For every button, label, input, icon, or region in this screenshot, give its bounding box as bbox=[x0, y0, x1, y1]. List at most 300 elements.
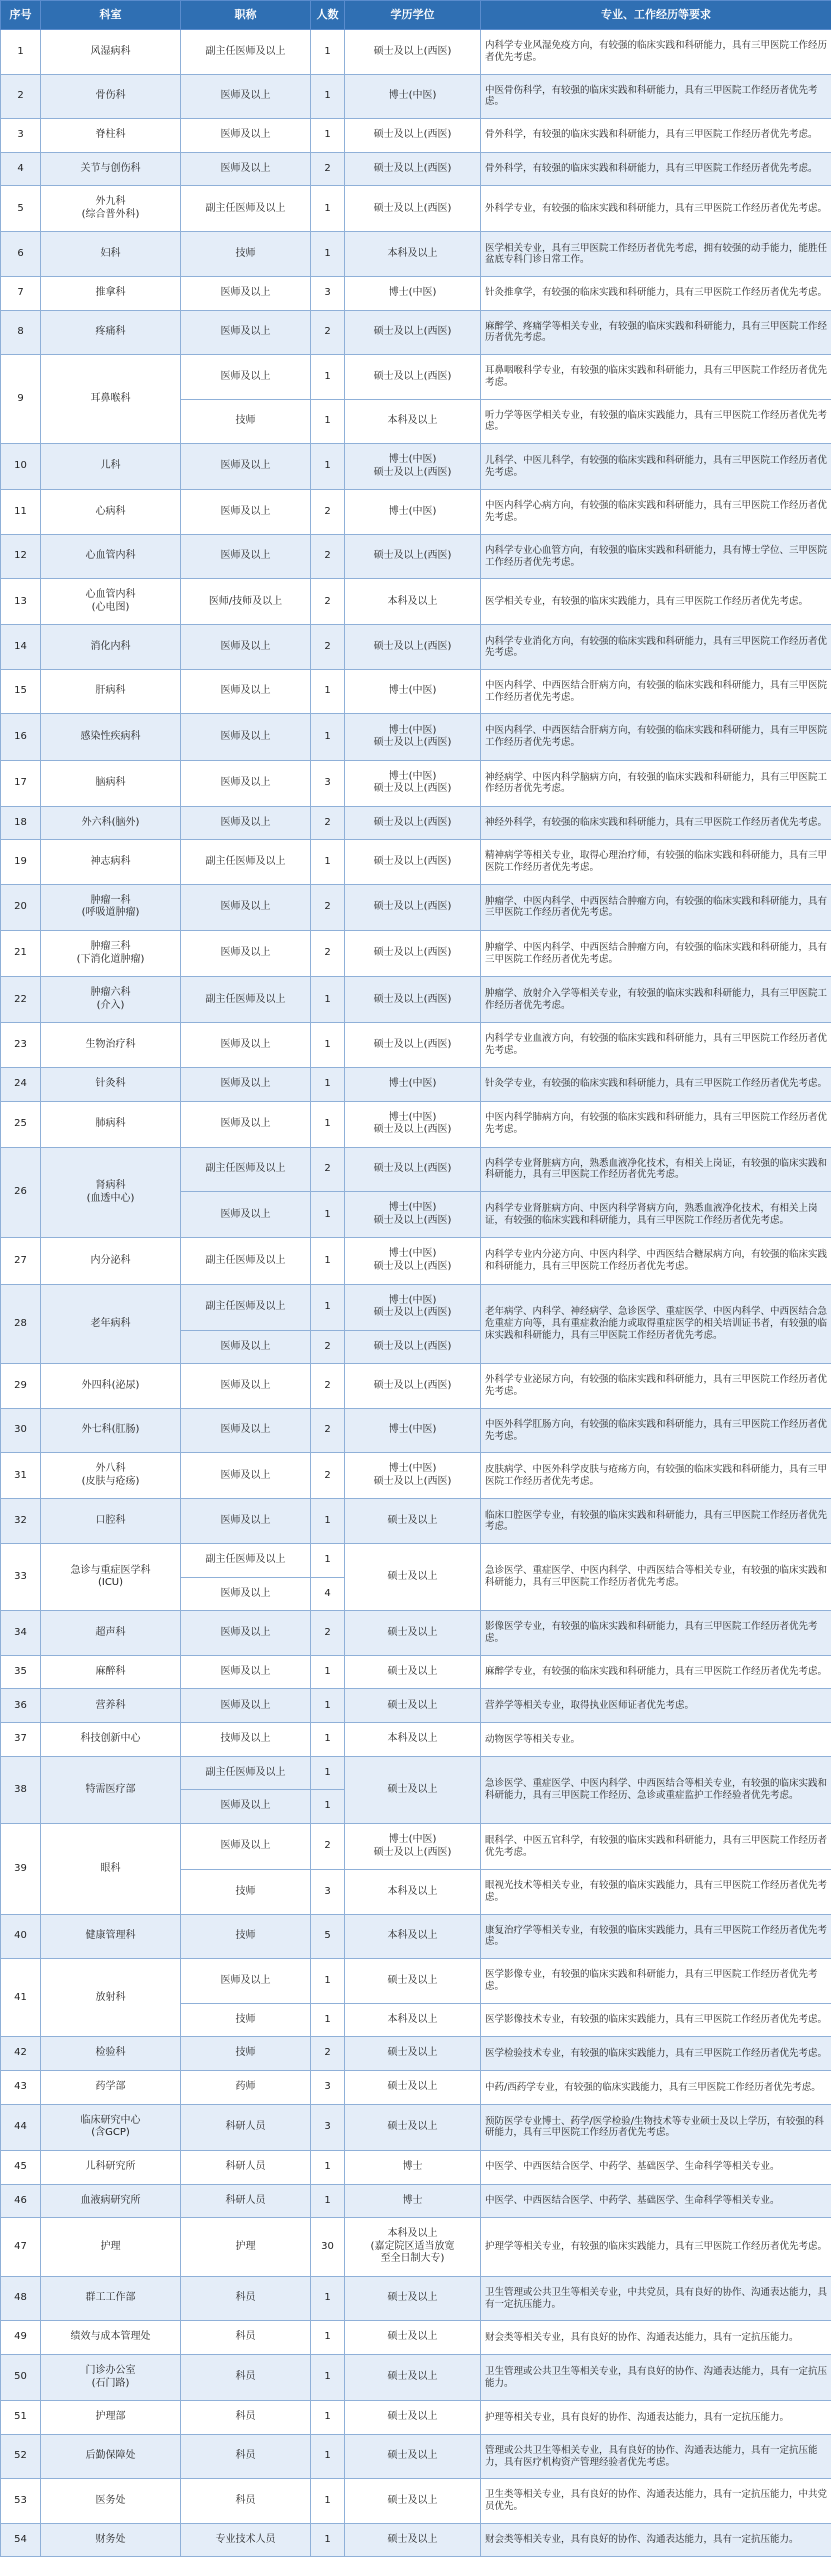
department-cell: 肿瘤一科 (呼吸道肿瘤) bbox=[41, 884, 181, 930]
count-cell: 1 bbox=[311, 2276, 345, 2321]
department-cell: 超声科 bbox=[41, 1611, 181, 1656]
education-cell: 本科及以上 bbox=[345, 1723, 481, 1757]
title-cell: 副主任医师及以上 bbox=[181, 186, 311, 232]
education-cell: 硕士及以上 bbox=[345, 2321, 481, 2355]
count-cell: 1 bbox=[311, 1023, 345, 1068]
row-number: 20 bbox=[1, 884, 41, 930]
row-number: 36 bbox=[1, 1689, 41, 1723]
table-row bbox=[1, 1756, 831, 1790]
department-cell: 护理部 bbox=[41, 2401, 181, 2435]
table-row bbox=[1, 1611, 831, 1656]
title-cell: 护理 bbox=[181, 2218, 311, 2277]
count-cell: 2 bbox=[311, 1611, 345, 1656]
title-cell: 医师及以上 bbox=[181, 1408, 311, 1453]
row-number: 31 bbox=[1, 1453, 41, 1499]
row-number: 40 bbox=[1, 1914, 41, 1959]
requirement-cell: 骨外科学，有较强的临床实践和科研能力，具有三甲医院工作经历者优先考虑。 bbox=[481, 152, 831, 186]
education-cell: 硕士及以上(西医) bbox=[345, 1364, 481, 1409]
table-row bbox=[1, 1914, 831, 1959]
department-cell: 儿科 bbox=[41, 444, 181, 490]
title-cell: 医师及以上 bbox=[181, 310, 311, 355]
table-row bbox=[1, 714, 831, 760]
requirement-cell: 精神病学等相关专业，取得心理治疗师，有较强的临床实践和科研能力，具有三甲医院工作经历者优先考虑。 bbox=[481, 840, 831, 885]
row-number: 54 bbox=[1, 2523, 41, 2557]
header-row bbox=[1, 1, 831, 30]
education-cell: 硕士及以上 bbox=[345, 2104, 481, 2150]
department-cell: 消化内科 bbox=[41, 625, 181, 670]
row-number: 1 bbox=[1, 30, 41, 75]
requirement-cell: 耳鼻咽喉科学专业，有较强的临床实践和科研能力，具有三甲医院工作经历者优先考虑。 bbox=[481, 355, 831, 400]
row-number: 34 bbox=[1, 1611, 41, 1656]
education-cell: 硕士及以上(西医) bbox=[345, 1023, 481, 1068]
department-cell: 关节与创伤科 bbox=[41, 152, 181, 186]
title-cell: 科研人员 bbox=[181, 2184, 311, 2218]
education-cell: 硕士及以上(西医) bbox=[345, 884, 481, 930]
table-row bbox=[1, 1959, 831, 2004]
row-number: 45 bbox=[1, 2150, 41, 2184]
row-number: 48 bbox=[1, 2276, 41, 2321]
count-cell: 2 bbox=[311, 931, 345, 977]
row-number: 35 bbox=[1, 1655, 41, 1689]
requirement-cell: 肿瘤学、放射介入学等相关专业，有较强的临床实践和科研能力，具有三甲医院工作经历者优先考虑。 bbox=[481, 977, 831, 1023]
department-cell: 生物治疗科 bbox=[41, 1023, 181, 1068]
department-cell: 医务处 bbox=[41, 2479, 181, 2524]
education-cell: 本科及以上 (嘉定院区适当放宽 至全日制大专) bbox=[345, 2218, 481, 2277]
table-row bbox=[1, 2218, 831, 2277]
department-cell: 绩效与成本管理处 bbox=[41, 2321, 181, 2355]
count-cell: 1 bbox=[311, 2523, 345, 2557]
title-cell: 技师 bbox=[181, 1914, 311, 1959]
education-cell: 博士(中医) 硕士及以上(西医) bbox=[345, 714, 481, 760]
education-cell: 本科及以上 bbox=[345, 1870, 481, 1915]
title-cell: 副主任医师及以上 bbox=[181, 1284, 311, 1330]
table-row bbox=[1, 669, 831, 714]
requirement-cell: 皮肤病学、中医外科学皮肤与疮疡方向，有较强的临床实践和科研能力，具有三甲医院工作经历者优先考虑。 bbox=[481, 1453, 831, 1499]
department-cell: 肿瘤六科 (介入) bbox=[41, 977, 181, 1023]
count-cell: 1 bbox=[311, 714, 345, 760]
row-number: 51 bbox=[1, 2401, 41, 2435]
requirement-cell: 听力学等医学相关专业，有较强的临床实践能力，具有三甲医院工作经历者优先考虑。 bbox=[481, 399, 831, 444]
requirement-cell: 财会类等相关专业，具有良好的协作、沟通表达能力，具有一定抗压能力。 bbox=[481, 2523, 831, 2557]
department-cell: 急诊与重症医学科 (ICU) bbox=[41, 1543, 181, 1610]
table-row bbox=[1, 444, 831, 490]
header-dept: 科室 bbox=[41, 1, 181, 30]
row-number: 38 bbox=[1, 1756, 41, 1823]
education-cell: 博士(中医) 硕士及以上(西医) bbox=[345, 1101, 481, 1147]
education-cell: 硕士及以上(西医) bbox=[345, 152, 481, 186]
education-cell: 硕士及以上 bbox=[345, 2523, 481, 2557]
requirement-cell: 眼科学、中医五官科学，有较强的临床实践和科研能力，具有三甲医院工作经历者优先考虑。 bbox=[481, 1824, 831, 1870]
requirement-cell: 急诊医学、重症医学、中医内科学、中西医结合等相关专业，有较强的临床实践和科研能力，具有三甲医院工作经历、急诊或重症监护工作经验者优先考虑。 bbox=[481, 1756, 831, 1823]
requirement-cell: 麻醉学、疼痛学等相关专业，有较强的临床实践和科研能力，具有三甲医院工作经历者优先考虑。 bbox=[481, 310, 831, 355]
department-cell: 外八科 (皮肤与疮疡) bbox=[41, 1453, 181, 1499]
count-cell: 1 bbox=[311, 1689, 345, 1723]
department-cell: 风湿病科 bbox=[41, 30, 181, 75]
education-cell: 本科及以上 bbox=[345, 1914, 481, 1959]
department-cell: 眼科 bbox=[41, 1824, 181, 1915]
table-row bbox=[1, 931, 831, 977]
requirement-cell: 卫生管理或公共卫生等相关专业，中共党员，具有良好的协作、沟通表达能力，具有一定抗压能力。 bbox=[481, 2276, 831, 2321]
count-cell: 1 bbox=[311, 2401, 345, 2435]
table-row bbox=[1, 2071, 831, 2105]
row-number: 53 bbox=[1, 2479, 41, 2524]
requirement-cell: 外科学专业泌尿方向，有较强的临床实践和科研能力，具有三甲医院工作经历者优先考虑。 bbox=[481, 1364, 831, 1409]
education-cell: 硕士及以上 bbox=[345, 2401, 481, 2435]
education-cell: 硕士及以上(西医) bbox=[345, 1147, 481, 1192]
count-cell: 3 bbox=[311, 760, 345, 806]
table-row bbox=[1, 119, 831, 153]
count-cell: 2 bbox=[311, 1364, 345, 1409]
education-cell: 硕士及以上 bbox=[345, 2071, 481, 2105]
table-row bbox=[1, 2479, 831, 2524]
count-cell: 2 bbox=[311, 625, 345, 670]
requirement-cell: 中医骨伤科学，有较强的临床实践和科研能力，具有三甲医院工作经历者优先考虑。 bbox=[481, 74, 831, 119]
education-cell: 博士(中医) 硕士及以上(西医) bbox=[345, 1284, 481, 1330]
requirement-cell: 动物医学等相关专业。 bbox=[481, 1723, 831, 1757]
table-row bbox=[1, 1147, 831, 1192]
requirement-cell: 医学检验技术专业，有较强的临床实践能力，具有三甲医院工作经历者优先考虑。 bbox=[481, 2037, 831, 2071]
row-number: 43 bbox=[1, 2071, 41, 2105]
department-cell: 外六科(脑外) bbox=[41, 806, 181, 840]
education-cell: 硕士及以上 bbox=[345, 1499, 481, 1544]
table-row bbox=[1, 1723, 831, 1757]
table-row bbox=[1, 760, 831, 806]
table-row bbox=[1, 2104, 831, 2150]
education-cell: 硕士及以上(西医) bbox=[345, 931, 481, 977]
education-cell: 硕士及以上 bbox=[345, 2276, 481, 2321]
title-cell: 医师及以上 bbox=[181, 625, 311, 670]
requirement-cell: 内科学专业风湿免疫方向，有较强的临床实践和科研能力，具有三甲医院工作经历者优先考虑。 bbox=[481, 30, 831, 75]
row-number: 24 bbox=[1, 1067, 41, 1101]
title-cell: 医师及以上 bbox=[181, 1364, 311, 1409]
row-number: 23 bbox=[1, 1023, 41, 1068]
title-cell: 医师/技师及以上 bbox=[181, 579, 311, 625]
requirement-cell: 护理等相关专业，具有良好的协作、沟通表达能力，具有一定抗压能力。 bbox=[481, 2401, 831, 2435]
department-cell: 外四科(泌尿) bbox=[41, 1364, 181, 1409]
department-cell: 心血管内科 (心电图) bbox=[41, 579, 181, 625]
table-row bbox=[1, 2354, 831, 2400]
requirement-cell: 中医内科学、中西医结合肝病方向，有较强的临床实践和科研能力，具有三甲医院工作经历者优先考虑。 bbox=[481, 669, 831, 714]
education-cell: 硕士及以上 bbox=[345, 1689, 481, 1723]
education-cell: 博士(中医) bbox=[345, 669, 481, 714]
table-row bbox=[1, 1023, 831, 1068]
table-row bbox=[1, 490, 831, 535]
department-cell: 临床研究中心 (含GCP) bbox=[41, 2104, 181, 2150]
count-cell: 3 bbox=[311, 2104, 345, 2150]
title-cell: 医师及以上 bbox=[181, 760, 311, 806]
header-count: 人数 bbox=[311, 1, 345, 30]
header-requirements: 专业、工作经历等要求 bbox=[481, 1, 831, 30]
title-cell: 技师 bbox=[181, 232, 311, 277]
count-cell: 1 bbox=[311, 1238, 345, 1284]
requirement-cell: 老年病学、内科学、神经病学、急诊医学、重症医学、中医内科学、中西医结合急危重症方向等，具有重症救治能力或取得重症医学的相关培训证书者，有较强的临床实践和科研能力，具有三甲医院工作经历者优先考虑。 bbox=[481, 1284, 831, 1364]
education-cell: 博士(中医) 硕士及以上(西医) bbox=[345, 1238, 481, 1284]
title-cell: 医师及以上 bbox=[181, 490, 311, 535]
requirement-cell: 内科学专业心血管方向，有较强的临床实践和科研能力，具有博士学位、三甲医院工作经历者优先考虑。 bbox=[481, 534, 831, 579]
education-cell: 硕士及以上 bbox=[345, 2434, 481, 2479]
department-cell: 血液病研究所 bbox=[41, 2184, 181, 2218]
count-cell: 1 bbox=[311, 669, 345, 714]
education-cell: 本科及以上 bbox=[345, 399, 481, 444]
row-number: 3 bbox=[1, 119, 41, 153]
education-cell: 硕士及以上(西医) bbox=[345, 806, 481, 840]
title-cell: 科员 bbox=[181, 2434, 311, 2479]
department-cell: 放射科 bbox=[41, 1959, 181, 2037]
row-number: 37 bbox=[1, 1723, 41, 1757]
count-cell: 1 bbox=[311, 2434, 345, 2479]
table-row bbox=[1, 1453, 831, 1499]
department-cell: 针灸科 bbox=[41, 1067, 181, 1101]
requirement-cell: 针灸学专业，有较强的临床实践和科研能力，具有三甲医院工作经历者优先考虑。 bbox=[481, 1067, 831, 1101]
title-cell: 医师及以上 bbox=[181, 1192, 311, 1238]
table-row bbox=[1, 534, 831, 579]
table-row bbox=[1, 1067, 831, 1101]
requirement-cell: 康复治疗学等相关专业，有较强的临床实践能力，具有三甲医院工作经历者优先考虑。 bbox=[481, 1914, 831, 1959]
department-cell: 外九科 (综合普外科) bbox=[41, 186, 181, 232]
count-cell: 2 bbox=[311, 1453, 345, 1499]
count-cell: 1 bbox=[311, 1101, 345, 1147]
requirement-cell: 中医内科学心病方向，有较强的临床实践和科研能力，具有三甲医院工作经历者优先考虑。 bbox=[481, 490, 831, 535]
row-number: 11 bbox=[1, 490, 41, 535]
row-number: 32 bbox=[1, 1499, 41, 1544]
requirement-cell: 内科学专业肾脏病方向、中医内科学肾病方向，熟悉血液净化技术，有相关上岗证，有较强的临床实践和科研能力，具有三甲医院工作经历者优先考虑。 bbox=[481, 1192, 831, 1238]
department-cell: 检验科 bbox=[41, 2037, 181, 2071]
requirement-cell: 医学影像技术专业，有较强的临床实践能力，具有三甲医院工作经历者优先考虑。 bbox=[481, 2003, 831, 2037]
education-cell: 硕士及以上 bbox=[345, 2354, 481, 2400]
title-cell: 医师及以上 bbox=[181, 1959, 311, 2004]
table-row bbox=[1, 276, 831, 310]
row-number: 22 bbox=[1, 977, 41, 1023]
row-number: 50 bbox=[1, 2354, 41, 2400]
count-cell: 2 bbox=[311, 490, 345, 535]
requirement-cell: 儿科学、中医儿科学，有较强的临床实践和科研能力，具有三甲医院工作经历者优先考虑。 bbox=[481, 444, 831, 490]
title-cell: 技师 bbox=[181, 2003, 311, 2037]
count-cell: 1 bbox=[311, 1723, 345, 1757]
department-cell: 科技创新中心 bbox=[41, 1723, 181, 1757]
title-cell: 医师及以上 bbox=[181, 1790, 311, 1824]
row-number: 6 bbox=[1, 232, 41, 277]
count-cell: 2 bbox=[311, 2037, 345, 2071]
education-cell: 博士(中医) 硕士及以上(西医) bbox=[345, 1824, 481, 1870]
count-cell: 1 bbox=[311, 2184, 345, 2218]
education-cell: 硕士及以上(西医) bbox=[345, 1330, 481, 1364]
requirement-cell: 财会类等相关专业，具有良好的协作、沟通表达能力，具有一定抗压能力。 bbox=[481, 2321, 831, 2355]
education-cell: 硕士及以上(西医) bbox=[345, 534, 481, 579]
department-cell: 营养科 bbox=[41, 1689, 181, 1723]
requirement-cell: 影像医学专业，有较强的临床实践和科研能力，具有三甲医院工作经历者优先考虑。 bbox=[481, 1611, 831, 1656]
row-number: 13 bbox=[1, 579, 41, 625]
department-cell: 肾病科 (血透中心) bbox=[41, 1147, 181, 1238]
count-cell: 1 bbox=[311, 2150, 345, 2184]
title-cell: 副主任医师及以上 bbox=[181, 1147, 311, 1192]
department-cell: 门诊办公室 (石门路) bbox=[41, 2354, 181, 2400]
title-cell: 医师及以上 bbox=[181, 355, 311, 400]
table-row bbox=[1, 1101, 831, 1147]
department-cell: 心病科 bbox=[41, 490, 181, 535]
education-cell: 硕士及以上(西医) bbox=[345, 30, 481, 75]
table-row bbox=[1, 30, 831, 75]
requirement-cell: 预防医学专业博士、药学/医学检验/生物技术等专业硕士及以上学历，有较强的科研能力，具有三甲医院工作经历者优先考虑。 bbox=[481, 2104, 831, 2150]
requirement-cell: 临床口腔医学专业，有较强的临床实践和科研能力，具有三甲医院工作经历者优先考虑。 bbox=[481, 1499, 831, 1544]
table-row bbox=[1, 1655, 831, 1689]
education-cell: 硕士及以上(西医) bbox=[345, 310, 481, 355]
department-cell: 口腔科 bbox=[41, 1499, 181, 1544]
table-row bbox=[1, 2037, 831, 2071]
requirement-cell: 中药/西药学专业，有较强的临床实践能力，具有三甲医院工作经历者优先考虑。 bbox=[481, 2071, 831, 2105]
row-number: 46 bbox=[1, 2184, 41, 2218]
education-cell: 硕士及以上(西医) bbox=[345, 977, 481, 1023]
education-cell: 硕士及以上 bbox=[345, 1756, 481, 1823]
education-cell: 博士(中医) bbox=[345, 74, 481, 119]
row-number: 39 bbox=[1, 1824, 41, 1915]
department-cell: 健康管理科 bbox=[41, 1914, 181, 1959]
table-row bbox=[1, 625, 831, 670]
count-cell: 1 bbox=[311, 232, 345, 277]
count-cell: 2 bbox=[311, 1824, 345, 1870]
count-cell: 1 bbox=[311, 30, 345, 75]
requirement-cell: 神经外科学，有较强的临床实践和科研能力，具有三甲医院工作经历者优先考虑。 bbox=[481, 806, 831, 840]
title-cell: 医师及以上 bbox=[181, 1689, 311, 1723]
requirement-cell: 内科学专业消化方向，有较强的临床实践和科研能力，具有三甲医院工作经历者优先考虑。 bbox=[481, 625, 831, 670]
title-cell: 科员 bbox=[181, 2276, 311, 2321]
education-cell: 博士(中医) bbox=[345, 490, 481, 535]
row-number: 2 bbox=[1, 74, 41, 119]
requirement-cell: 麻醉学专业，有较强的临床实践和科研能力，具有三甲医院工作经历者优先考虑。 bbox=[481, 1655, 831, 1689]
department-cell: 骨伤科 bbox=[41, 74, 181, 119]
requirement-cell: 肿瘤学、中医内科学、中西医结合肿瘤方向，有较强的临床实践和科研能力，具有三甲医院工作经历者优先考虑。 bbox=[481, 884, 831, 930]
row-number: 19 bbox=[1, 840, 41, 885]
header-education: 学历学位 bbox=[345, 1, 481, 30]
count-cell: 3 bbox=[311, 276, 345, 310]
table-row bbox=[1, 2434, 831, 2479]
education-cell: 博士(中医) bbox=[345, 1408, 481, 1453]
department-cell: 外七科(肛肠) bbox=[41, 1408, 181, 1453]
title-cell: 医师及以上 bbox=[181, 1067, 311, 1101]
table-row bbox=[1, 1824, 831, 1870]
count-cell: 1 bbox=[311, 399, 345, 444]
title-cell: 专业技术人员 bbox=[181, 2523, 311, 2557]
title-cell: 技师 bbox=[181, 399, 311, 444]
requirement-cell: 中医内科学、中西医结合肝病方向，有较强的临床实践和科研能力，具有三甲医院工作经历者优先考虑。 bbox=[481, 714, 831, 760]
department-cell: 肺病科 bbox=[41, 1101, 181, 1147]
count-cell: 1 bbox=[311, 2003, 345, 2037]
row-number: 16 bbox=[1, 714, 41, 760]
title-cell: 医师及以上 bbox=[181, 714, 311, 760]
table-body bbox=[1, 30, 831, 2557]
table-row bbox=[1, 2321, 831, 2355]
education-cell: 博士 bbox=[345, 2150, 481, 2184]
count-cell: 1 bbox=[311, 1192, 345, 1238]
header-no: 序号 bbox=[1, 1, 41, 30]
count-cell: 1 bbox=[311, 1067, 345, 1101]
count-cell: 1 bbox=[311, 2479, 345, 2524]
count-cell: 1 bbox=[311, 840, 345, 885]
department-cell: 财务处 bbox=[41, 2523, 181, 2557]
education-cell: 硕士及以上 bbox=[345, 2479, 481, 2524]
row-number: 26 bbox=[1, 1147, 41, 1238]
table-row bbox=[1, 806, 831, 840]
department-cell: 耳鼻喉科 bbox=[41, 355, 181, 444]
table-row bbox=[1, 355, 831, 400]
count-cell: 1 bbox=[311, 74, 345, 119]
department-cell: 推拿科 bbox=[41, 276, 181, 310]
education-cell: 硕士及以上 bbox=[345, 2037, 481, 2071]
title-cell: 副主任医师及以上 bbox=[181, 1756, 311, 1790]
education-cell: 博士(中医) 硕士及以上(西医) bbox=[345, 1192, 481, 1238]
education-cell: 硕士及以上(西医) bbox=[345, 186, 481, 232]
count-cell: 30 bbox=[311, 2218, 345, 2277]
title-cell: 医师及以上 bbox=[181, 1499, 311, 1544]
title-cell: 副主任医师及以上 bbox=[181, 1543, 311, 1577]
row-number: 21 bbox=[1, 931, 41, 977]
requirement-cell: 中医外科学肛肠方向，有较强的临床实践和科研能力，具有三甲医院工作经历者优先考虑。 bbox=[481, 1408, 831, 1453]
count-cell: 1 bbox=[311, 1499, 345, 1544]
education-cell: 本科及以上 bbox=[345, 232, 481, 277]
row-number: 14 bbox=[1, 625, 41, 670]
table-row bbox=[1, 840, 831, 885]
table-row bbox=[1, 2184, 831, 2218]
department-cell: 肝病科 bbox=[41, 669, 181, 714]
department-cell: 感染性疾病科 bbox=[41, 714, 181, 760]
count-cell: 2 bbox=[311, 579, 345, 625]
title-cell: 医师及以上 bbox=[181, 1577, 311, 1611]
education-cell: 本科及以上 bbox=[345, 579, 481, 625]
title-cell: 医师及以上 bbox=[181, 884, 311, 930]
table-row bbox=[1, 579, 831, 625]
table-row bbox=[1, 1364, 831, 1409]
table-row bbox=[1, 74, 831, 119]
row-number: 15 bbox=[1, 669, 41, 714]
education-cell: 硕士及以上 bbox=[345, 1611, 481, 1656]
count-cell: 1 bbox=[311, 977, 345, 1023]
row-number: 42 bbox=[1, 2037, 41, 2071]
education-cell: 博士(中医) 硕士及以上(西医) bbox=[345, 760, 481, 806]
title-cell: 医师及以上 bbox=[181, 152, 311, 186]
count-cell: 3 bbox=[311, 1870, 345, 1915]
count-cell: 5 bbox=[311, 1914, 345, 1959]
title-cell: 科员 bbox=[181, 2321, 311, 2355]
requirement-cell: 营养学等相关专业，取得执业医师证者优先考虑。 bbox=[481, 1689, 831, 1723]
requirement-cell: 外科学专业，有较强的临床实践和科研能力，具有三甲医院工作经历者优先考虑。 bbox=[481, 186, 831, 232]
count-cell: 1 bbox=[311, 119, 345, 153]
education-cell: 博士(中医) bbox=[345, 1067, 481, 1101]
count-cell: 2 bbox=[311, 1147, 345, 1192]
count-cell: 1 bbox=[311, 355, 345, 400]
title-cell: 医师及以上 bbox=[181, 931, 311, 977]
row-number: 29 bbox=[1, 1364, 41, 1409]
count-cell: 2 bbox=[311, 806, 345, 840]
department-cell: 麻醉科 bbox=[41, 1655, 181, 1689]
title-cell: 医师及以上 bbox=[181, 444, 311, 490]
count-cell: 2 bbox=[311, 1408, 345, 1453]
education-cell: 硕士及以上 bbox=[345, 1959, 481, 2004]
department-cell: 药学部 bbox=[41, 2071, 181, 2105]
requirement-cell: 肿瘤学、中医内科学、中西医结合肿瘤方向，有较强的临床实践和科研能力，具有三甲医院工作经历者优先考虑。 bbox=[481, 931, 831, 977]
table-row bbox=[1, 310, 831, 355]
row-number: 18 bbox=[1, 806, 41, 840]
row-number: 7 bbox=[1, 276, 41, 310]
requirement-cell: 急诊医学、重症医学、中医内科学、中西医结合等相关专业，有较强的临床实践和科研能力，具有三甲医院工作经历者优先考虑。 bbox=[481, 1543, 831, 1610]
table-row bbox=[1, 1689, 831, 1723]
table-row bbox=[1, 1499, 831, 1544]
count-cell: 1 bbox=[311, 2321, 345, 2355]
row-number: 41 bbox=[1, 1959, 41, 2037]
education-cell: 硕士及以上(西医) bbox=[345, 355, 481, 400]
table-row bbox=[1, 1408, 831, 1453]
row-number: 27 bbox=[1, 1238, 41, 1284]
row-number: 52 bbox=[1, 2434, 41, 2479]
row-number: 17 bbox=[1, 760, 41, 806]
